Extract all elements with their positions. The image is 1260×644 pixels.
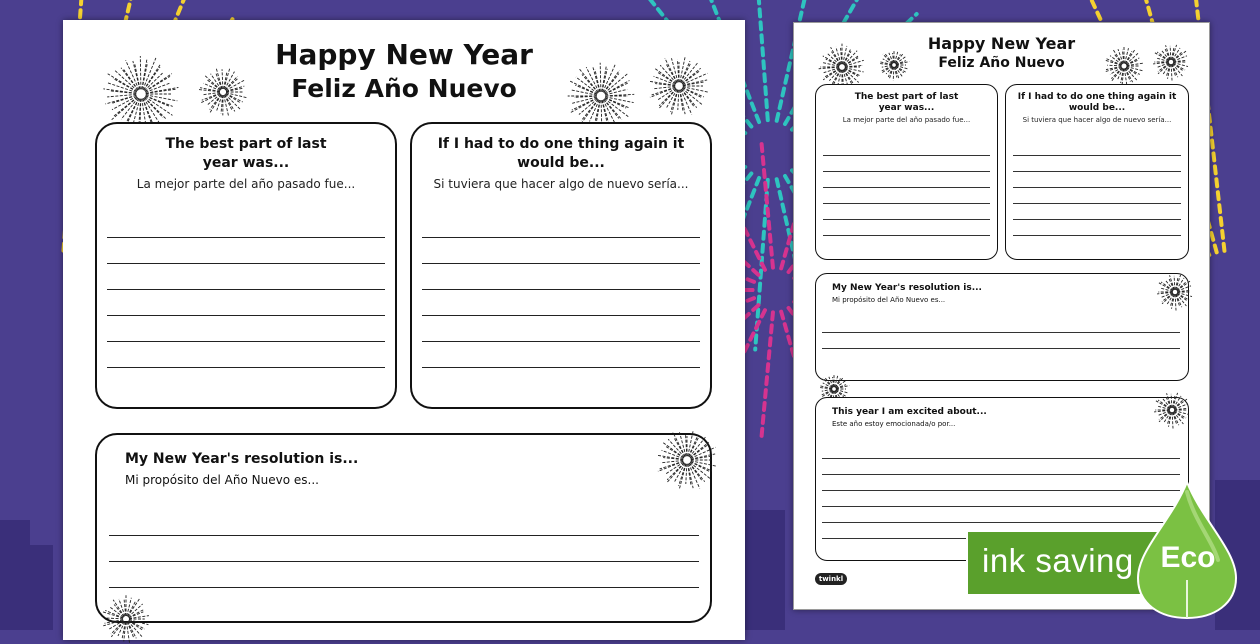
box-subheading: La mejor parte del año pasado fue... bbox=[816, 116, 997, 124]
writing-line[interactable] bbox=[422, 263, 700, 264]
writing-line[interactable] bbox=[107, 315, 385, 316]
do-again-box bbox=[410, 122, 712, 409]
writing-line[interactable] bbox=[822, 348, 1180, 349]
writing-line[interactable] bbox=[109, 587, 699, 588]
writing-line[interactable] bbox=[422, 315, 700, 316]
firework-icon bbox=[97, 590, 151, 644]
writing-line[interactable] bbox=[107, 367, 385, 368]
box-subheading: Si tuviera que hacer algo de nuevo sería... bbox=[1006, 116, 1188, 124]
box-heading: If I had to do one thing again it bbox=[412, 136, 710, 152]
writing-line[interactable] bbox=[107, 289, 385, 290]
box-heading: My New Year's resolution is... bbox=[125, 451, 358, 467]
writing-line[interactable] bbox=[1013, 171, 1181, 172]
ink-saving-text: ink saving bbox=[982, 542, 1134, 580]
box-subheading: Este año estoy emocionada/o por... bbox=[832, 420, 955, 428]
worksheet-subtitle: Feliz Año Nuevo bbox=[63, 74, 745, 103]
writing-line[interactable] bbox=[823, 187, 990, 188]
box-heading: year was... bbox=[816, 103, 997, 113]
box-subheading: La mejor parte del año pasado fue... bbox=[97, 177, 395, 191]
eco-label: Eco bbox=[1158, 541, 1218, 575]
resolution-box bbox=[95, 433, 712, 623]
writing-line[interactable] bbox=[822, 506, 1180, 507]
box-heading: The best part of last bbox=[816, 92, 997, 102]
box-heading: year was... bbox=[97, 155, 395, 171]
firework-icon bbox=[643, 50, 713, 120]
box-heading: This year I am excited about... bbox=[832, 407, 987, 417]
writing-line[interactable] bbox=[109, 535, 699, 536]
worksheet-subtitle: Feliz Año Nuevo bbox=[794, 55, 1209, 71]
writing-line[interactable] bbox=[422, 341, 700, 342]
box-heading: would be... bbox=[412, 155, 710, 171]
firework-icon bbox=[874, 45, 910, 81]
writing-line[interactable] bbox=[822, 474, 1180, 475]
box-heading: The best part of last bbox=[97, 136, 395, 152]
firework-icon bbox=[1152, 269, 1194, 311]
writing-line[interactable] bbox=[109, 561, 699, 562]
box-heading: would be... bbox=[1006, 103, 1188, 113]
writing-line[interactable] bbox=[1013, 155, 1181, 156]
best-part-box bbox=[95, 122, 397, 409]
writing-line[interactable] bbox=[823, 203, 990, 204]
writing-line[interactable] bbox=[823, 219, 990, 220]
writing-line[interactable] bbox=[1013, 203, 1181, 204]
writing-line[interactable] bbox=[822, 458, 1180, 459]
writing-line[interactable] bbox=[107, 341, 385, 342]
writing-line[interactable] bbox=[1013, 187, 1181, 188]
writing-line[interactable] bbox=[107, 237, 385, 238]
box-subheading: Mi propósito del Año Nuevo es... bbox=[832, 296, 945, 304]
firework-icon bbox=[193, 62, 251, 120]
writing-line[interactable] bbox=[822, 332, 1180, 333]
box-heading: If I had to do one thing again it bbox=[1006, 92, 1188, 102]
writing-line[interactable] bbox=[422, 367, 700, 368]
writing-line[interactable] bbox=[823, 155, 990, 156]
firework-icon bbox=[651, 424, 721, 494]
writing-line[interactable] bbox=[823, 235, 990, 236]
do-again-box bbox=[1005, 84, 1189, 260]
best-part-box bbox=[815, 84, 998, 260]
writing-line[interactable] bbox=[422, 237, 700, 238]
worksheet-large bbox=[63, 20, 745, 640]
resolution-box bbox=[815, 273, 1189, 381]
writing-line[interactable] bbox=[1013, 235, 1181, 236]
brand-logo: twinkl bbox=[815, 573, 847, 585]
worksheet-title: Happy New Year bbox=[63, 38, 745, 71]
writing-line[interactable] bbox=[422, 289, 700, 290]
writing-line[interactable] bbox=[823, 171, 990, 172]
writing-line[interactable] bbox=[822, 522, 1180, 523]
box-heading: My New Year's resolution is... bbox=[832, 283, 982, 293]
box-subheading: Mi propósito del Año Nuevo es... bbox=[125, 473, 319, 487]
worksheet-title: Happy New Year bbox=[794, 34, 1209, 53]
firework-icon bbox=[1148, 39, 1190, 81]
firework-icon bbox=[1099, 41, 1145, 87]
box-subheading: Si tuviera que hacer algo de nuevo sería... bbox=[412, 177, 710, 191]
firework-icon bbox=[1149, 387, 1191, 429]
writing-line[interactable] bbox=[107, 263, 385, 264]
writing-line[interactable] bbox=[1013, 219, 1181, 220]
writing-line[interactable] bbox=[822, 490, 1180, 491]
